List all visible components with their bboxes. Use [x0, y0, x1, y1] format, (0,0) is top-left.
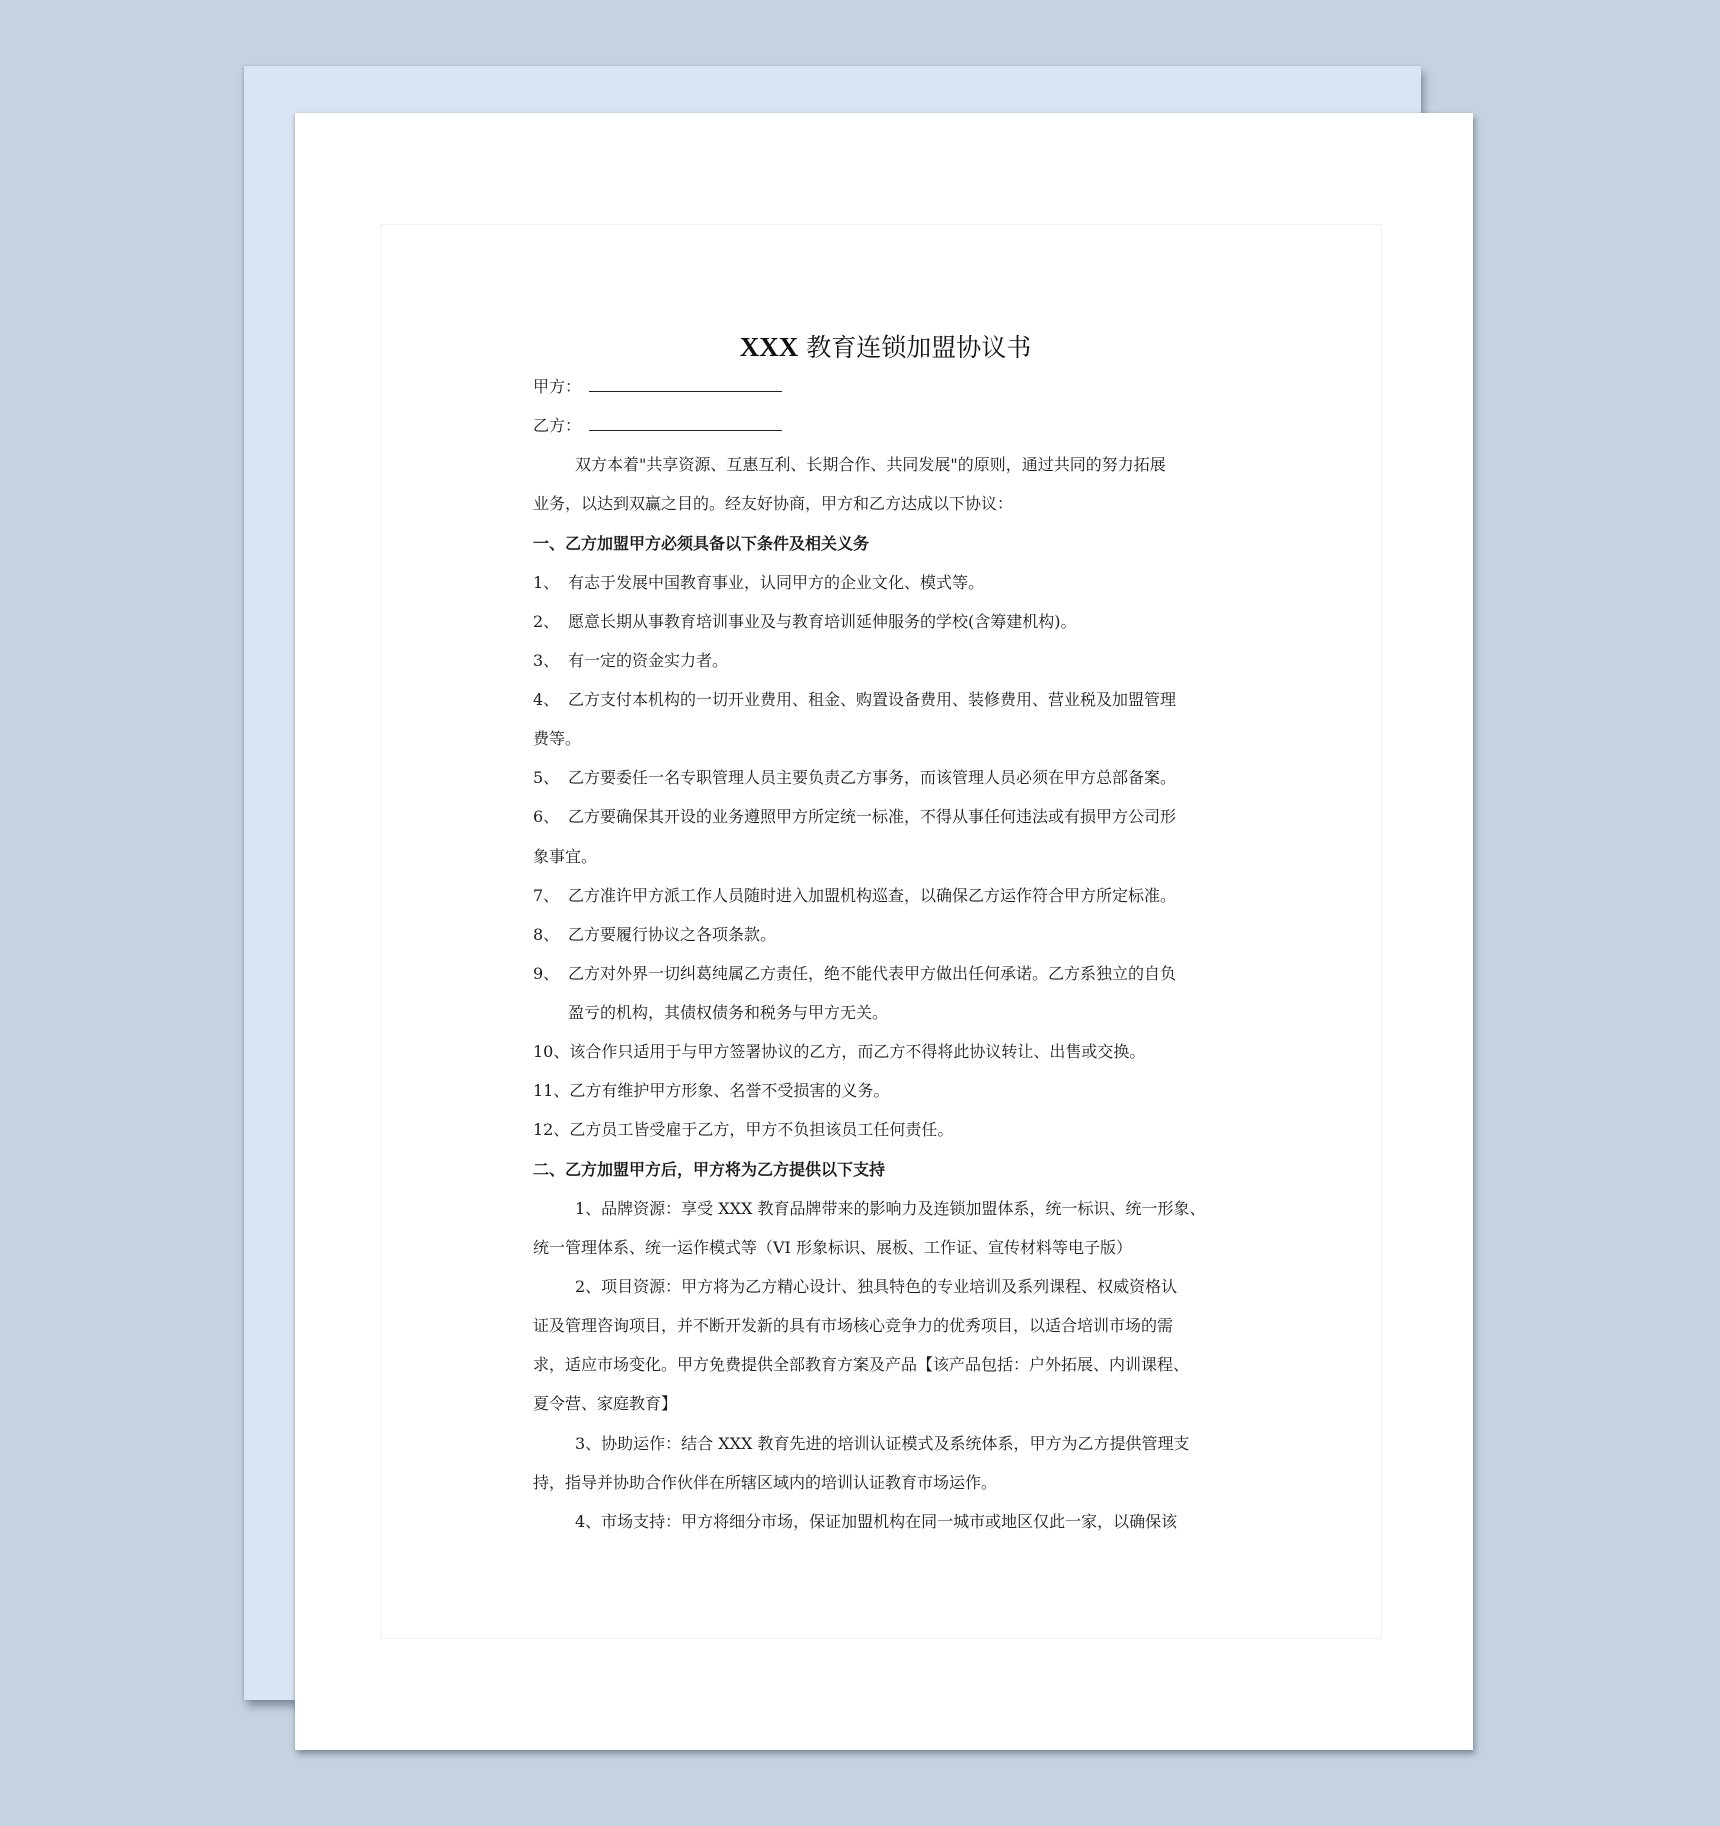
list-item: 8、 乙方要履行协议之各项条款。: [533, 925, 777, 944]
list-item: 2、 愿意长期从事教育培训事业及与教育培训延伸服务的学校(含筹建机构)。: [533, 612, 1077, 631]
paragraph-line: 夏令营、家庭教育】: [533, 1394, 678, 1413]
list-item: 6、 乙方要确保其开设的业务遵照甲方所定统一标准，不得从事任何违法或有损甲方公司形: [533, 807, 1177, 826]
intro-paragraph-line: 业务，以达到双赢之目的。经友好协商，甲方和乙方达成以下协议：: [533, 494, 1014, 513]
party-a-blank[interactable]: [589, 377, 782, 392]
paragraph-line: 持，指导并协助合作伙伴在所辖区域内的培训认证教育市场运作。: [533, 1473, 998, 1492]
paragraph-line: 3、协助运作：结合 XXX 教育先进的培训认证模式及系统体系，甲方为乙方提供管理支: [575, 1434, 1190, 1453]
party-b-line: [533, 414, 782, 438]
paragraph-line: 2、项目资源：甲方将为乙方精心设计、独具特色的专业培训及系列课程、权威资格认: [575, 1277, 1178, 1296]
document-title: [533, 327, 1238, 368]
section-1-heading: 一、乙方加盟甲方必须具备以下条件及相关义务: [533, 534, 870, 553]
party-b-blank[interactable]: [589, 416, 782, 431]
paragraph-line: 证及管理咨询项目，并不断开发新的具有市场核心竞争力的优秀项目，以适合培训市场的需: [533, 1316, 1174, 1335]
front-page-sheet: [295, 113, 1473, 1750]
list-item: 3、 有一定的资金实力者。: [533, 651, 729, 670]
party-a-label: 甲方：: [533, 377, 582, 396]
list-item: 9、 乙方对外界一切纠葛纯属乙方责任，绝不能代表甲方做出任何承诺。乙方系独立的自负: [533, 964, 1177, 983]
section-2-heading: 二、乙方加盟甲方后，甲方将为乙方提供以下支持: [533, 1160, 886, 1179]
list-item-continuation: 象事宜。: [533, 847, 598, 866]
list-item: 11、乙方有维护甲方形象、名誉不受损害的义务。: [533, 1081, 890, 1100]
list-item: 12、乙方员工皆受雇于乙方，甲方不负担该员工任何责任。: [533, 1120, 954, 1139]
content-frame: [380, 224, 1382, 1639]
paragraph-line: 统一管理体系、统一运作模式等（VI 形象标识、展板、工作证、宣传材料等电子版）: [533, 1238, 1132, 1257]
list-item: 4、 乙方支付本机构的一切开业费用、租金、购置设备费用、装修费用、营业税及加盟管理: [533, 690, 1177, 709]
party-a-line: [533, 375, 782, 399]
title-text: 教育连锁加盟协议书: [806, 333, 1032, 362]
party-b-label: 乙方：: [533, 416, 582, 435]
list-item-continuation: 费等。: [533, 729, 582, 748]
list-item: 5、 乙方要委任一名专职管理人员主要负责乙方事务，而该管理人员必须在甲方总部备案。: [533, 768, 1177, 787]
paragraph-line: 求，适应市场变化。甲方免费提供全部教育方案及产品【该产品包括：户外拓展、内训课程、: [533, 1355, 1190, 1374]
intro-paragraph-line: 双方本着"共享资源、互惠互利、长期合作、共同发展"的原则，通过共同的努力拓展: [575, 455, 1166, 474]
list-item: 10、该合作只适用于与甲方签署协议的乙方，而乙方不得将此协议转让、出售或交换。: [533, 1042, 1146, 1061]
list-item: 1、 有志于发展中国教育事业，认同甲方的企业文化、模式等。: [533, 573, 985, 592]
paragraph-line: 4、市场支持：甲方将细分市场，保证加盟机构在同一城市或地区仅此一家，以确保该: [575, 1512, 1178, 1531]
paragraph-line: 1、品牌资源：享受 XXX 教育品牌带来的影响力及连锁加盟体系，统一标识、统一形象、: [575, 1199, 1206, 1218]
list-item: 7、 乙方准许甲方派工作人员随时进入加盟机构巡查，以确保乙方运作符合甲方所定标准。: [533, 886, 1177, 905]
title-prefix: XXX: [739, 332, 799, 362]
list-item-continuation: 盈亏的机构，其债权债务和税务与甲方无关。: [568, 1003, 889, 1022]
